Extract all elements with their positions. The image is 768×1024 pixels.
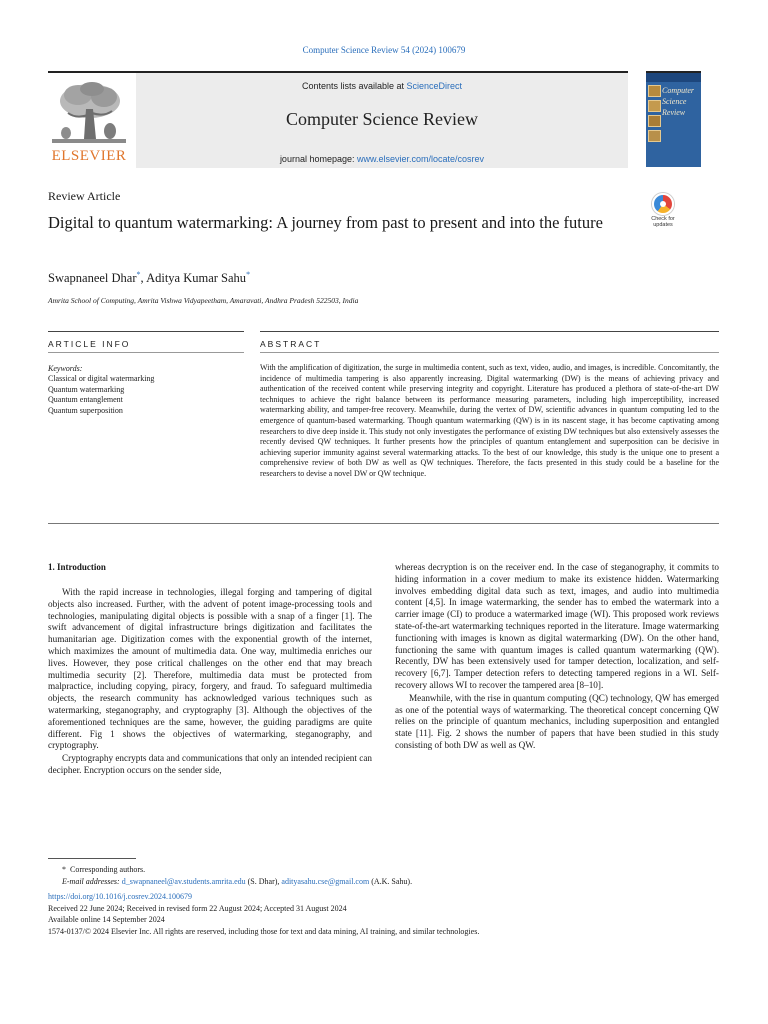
keyword: Quantum watermarking [48, 384, 125, 394]
email-owner: (S. Dhar), [247, 876, 280, 886]
footnotes [48, 864, 719, 937]
abstract-subrule [260, 352, 719, 353]
cover-image [648, 85, 661, 97]
author-name[interactable]: Swapnaneel Dhar [48, 271, 137, 286]
sciencedirect-link[interactable]: ScienceDirect [406, 81, 463, 91]
corresponding-author-mark[interactable]: * [136, 270, 141, 279]
elsevier-wordmark: ELSEVIER [51, 148, 127, 164]
keyword: Quantum superposition [48, 405, 123, 415]
homepage-link[interactable]: www.elsevier.com/locate/cosrev [357, 154, 485, 164]
body-column-right [395, 562, 719, 753]
paragraph: Meanwhile, with the rise in quantum computing (QC) technology, QW has emerged as one of the potential ways of watermarking. The theoretical concept concerning QW relies on the principle of quantum mechanics, including superposition and entangled state [11]. Fig. 2 shows the number of papers that have been studied in this study consisting of both DW as well as QW. [395, 692, 719, 750]
article-info-subrule [48, 352, 244, 353]
keywords-label: Keywords: [48, 364, 83, 373]
body-column-left [48, 587, 372, 778]
section-heading-introduction: 1. Introduction [48, 562, 106, 572]
keyword: Classical or digital watermarking [48, 374, 155, 383]
email-label: E-mail addresses: [62, 876, 120, 886]
doi-link[interactable]: https://doi.org/10.1016/j.cosrev.2024.100679 [48, 892, 192, 901]
footnote-rule [48, 858, 136, 859]
homepage-line [136, 154, 628, 164]
corresponding-note: * Corresponding authors. [62, 865, 146, 874]
masthead-panel [136, 73, 628, 168]
elsevier-tree-icon [48, 81, 130, 147]
article-info-rule [48, 331, 244, 332]
paragraph: whereas decryption is on the receiver end. In the case of steganography, it commits to hiding information in a cover medium to make its existence hidden. Watermarking involves embedding digital data such as text, images, and audio into multimedia content [4,5]. In image watermarking, the sender has to embed the watermark into a carrier image (CI) to produce a watermarked image (WI). This proposed work reviews state-of-the-art watermarking techniques reported in the literature. Image watermarking functioning with images is known as digital watermarking (DW). On the other hand, functioning the same with quantum images is called quantum watermarking (QW). Recently, DW has been extensively used for tamper detection, localization, and self-recovery [6,7]. Tamper detection refers to detecting tampered regions in a WI. Self-recovery allows WI to recover the tampered area [8–10]. [395, 562, 719, 690]
abstract-rule [260, 331, 719, 332]
article-type: Review Article [48, 189, 121, 203]
online-date: Available online 14 September 2024 [48, 915, 165, 924]
elsevier-logo [48, 81, 130, 165]
check-for-updates-label: Check for updates [651, 216, 675, 228]
email-link[interactable]: adityasahu.cse@gmail.com [281, 876, 370, 886]
author-name[interactable]: Aditya Kumar Sahu [146, 271, 247, 286]
contents-line [136, 81, 628, 91]
keyword: Quantum entanglement [48, 395, 123, 404]
article-title: Digital to quantum watermarking: A journey from past to present and into the future [48, 213, 603, 232]
keywords-list [48, 374, 154, 416]
received-dates: Received 22 June 2024; Received in revised form 22 August 2024; Accepted 31 August 2024 [48, 903, 347, 913]
cover-band [646, 73, 701, 82]
journal-name: Computer Science Review [286, 109, 478, 129]
cover-image [648, 115, 661, 127]
corresponding-author-mark[interactable]: * [246, 270, 251, 279]
cover-image [648, 100, 661, 112]
journal-masthead [48, 71, 628, 168]
cover-image [648, 130, 661, 142]
email-link[interactable]: d_swapnaneel@av.students.amrita.edu [121, 876, 246, 886]
author-list: Swapnaneel Dhar*, Aditya Kumar Sahu* [48, 270, 251, 286]
affiliation: Amrita School of Computing, Amrita Vishwa Vidyapeetham, Amaravati, Andhra Pradesh 522503, India [48, 296, 359, 305]
homepage-prefix: journal homepage: [279, 154, 357, 164]
copyright-notice: 1574-0137/© 2024 Elsevier Inc. All rights are reserved, including those for text and data mining, AI training, and similar technologies. [48, 926, 480, 936]
running-head[interactable]: Computer Science Review 54 (2024) 100679 [302, 45, 466, 55]
contents-prefix: Contents lists available at [301, 81, 407, 91]
abstract-bottom-rule [48, 523, 719, 524]
paragraph: Cryptography encrypts data and communications that only an intended recipient can decipher. Encryption occurs on the sender side, [48, 753, 372, 775]
paragraph: With the rapid increase in technologies, illegal forging and tampering of digital objects also increased. Further, with the advent of potent image-processing tools and technologies, manipulating digital objects is possible with a snap of a finger [1]. The swift advancement of digital infrastructure brings digitization and facilitates the humanitarian age. Digitization comes with the exponential growth of the internet, which maximizes the amount of multimedia data. One way, multimedia enriches our lives. However, they pose critical challenges on the other end that may breach multimedia security [2]. Therefore, multimedia data must be protected from malpractice, including copying, piracy, forgery, and fraud. To safeguard multimedia objects, the research community has acknowledged various techniques such as watermarking, steganography, and cryptography [3]. Although the objectives of the aforementioned techniques are the same, however, the guiding paradigms are quite different. Fig 1 shows the objectives of watermarking, steganography, and cryptography. [48, 587, 372, 751]
corresponding-note-text: Corresponding authors. [70, 865, 146, 874]
email-owner: (A.K. Sahu). [371, 876, 413, 886]
cover-title: Computer Science Review [662, 86, 694, 117]
check-for-updates-icon [652, 193, 674, 215]
email-note [48, 876, 719, 888]
article-info-heading: ARTICLE INFO [48, 339, 131, 349]
check-for-updates-badge[interactable] [646, 193, 680, 231]
abstract-heading: ABSTRACT [260, 339, 322, 349]
journal-cover-thumbnail [646, 71, 701, 167]
abstract-body: With the amplification of digitization, the surge in multimedia content, such as text, video, audio, and images, is incredible. Concomitantly, the incidence of multimedia tampering is also apparently increasing. Digital watermarking (DW) is the means of achieving privacy and authentication of the received content while preserving integrity and copyright. Literature has produced a plethora of state-of-the-art DW techniques to achieve the right balance between its performance measuring parameters, including high imperceptibility, increased watermarking ability, and tamper-free recovery. Meanwhile, during the vertex of DW, scientific advances in quantum computing led to the emergence of quantum-based watermarking. Though quantum watermarking (QW) is in its nascent stage, it has become captivating among researchers to dive deep inside it. This study not only investigates the performance of existing DW techniques but also extensively assesses the recently devised QW techniques. It further presents how the principles of quantum entanglement and superposition can be decisive in achieving superior immunity against several watermarking attacks. To the best of our knowledge, this study is the unique one to present a comprehensive review of both DW as well as QW techniques. Therefore, the facts presented in this study could be a baseline for the researchers to devise a novel DW or QW technique. [260, 363, 719, 478]
